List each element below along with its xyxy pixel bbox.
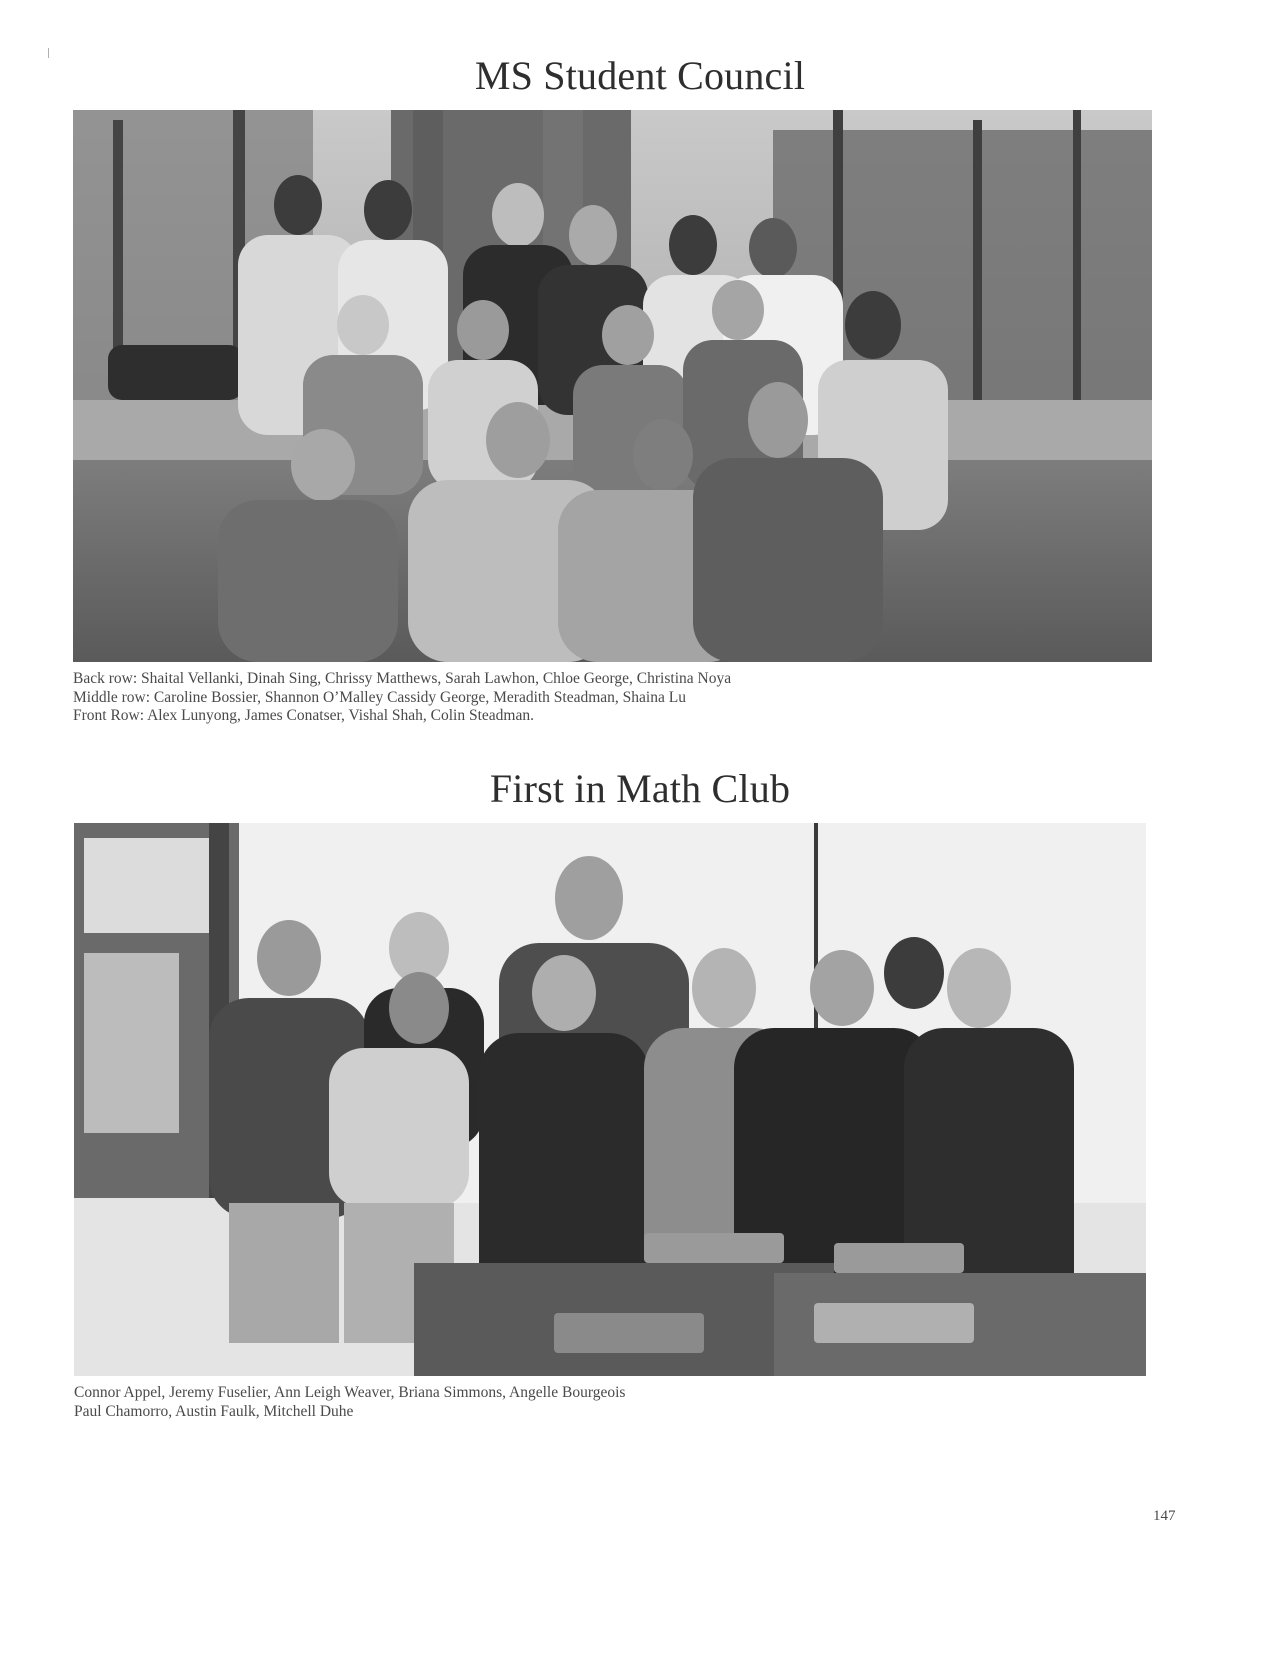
- caption-back-row: Back row: Shaital Vellanki, Dinah Sing, Chrissy Matthews, Sarah Lawhon, Chloe George, Christina Noya: [73, 670, 732, 687]
- page-number: 147: [1153, 1508, 1176, 1524]
- section-title-student-council: MS Student Council: [474, 53, 806, 98]
- section-title-math-club: First in Math Club: [489, 766, 791, 811]
- caption-middle-row: Middle row: Caroline Bossier, Shannon O’Malley Cassidy George, Meradith Steadman, Shaina Lu: [73, 688, 686, 706]
- student-council-group-photo: [73, 110, 1152, 662]
- math-club-caption: [74, 1384, 625, 1421]
- caption-line-2: Paul Chamorro, Austin Faulk, Mitchell Duhe: [74, 1402, 354, 1420]
- caption-line-1: Connor Appel, Jeremy Fuselier, Ann Leigh Weaver, Briana Simmons, Angelle Bourgeois: [74, 1384, 626, 1401]
- caption-front-row: Front Row: Alex Lunyong, James Conatser, Vishal Shah, Colin Steadman.: [73, 707, 534, 724]
- math-club-group-photo: [74, 823, 1146, 1376]
- student-council-photo-graphic: [73, 110, 1152, 662]
- student-council-caption: [73, 670, 731, 726]
- math-club-photo-graphic: [74, 823, 1146, 1376]
